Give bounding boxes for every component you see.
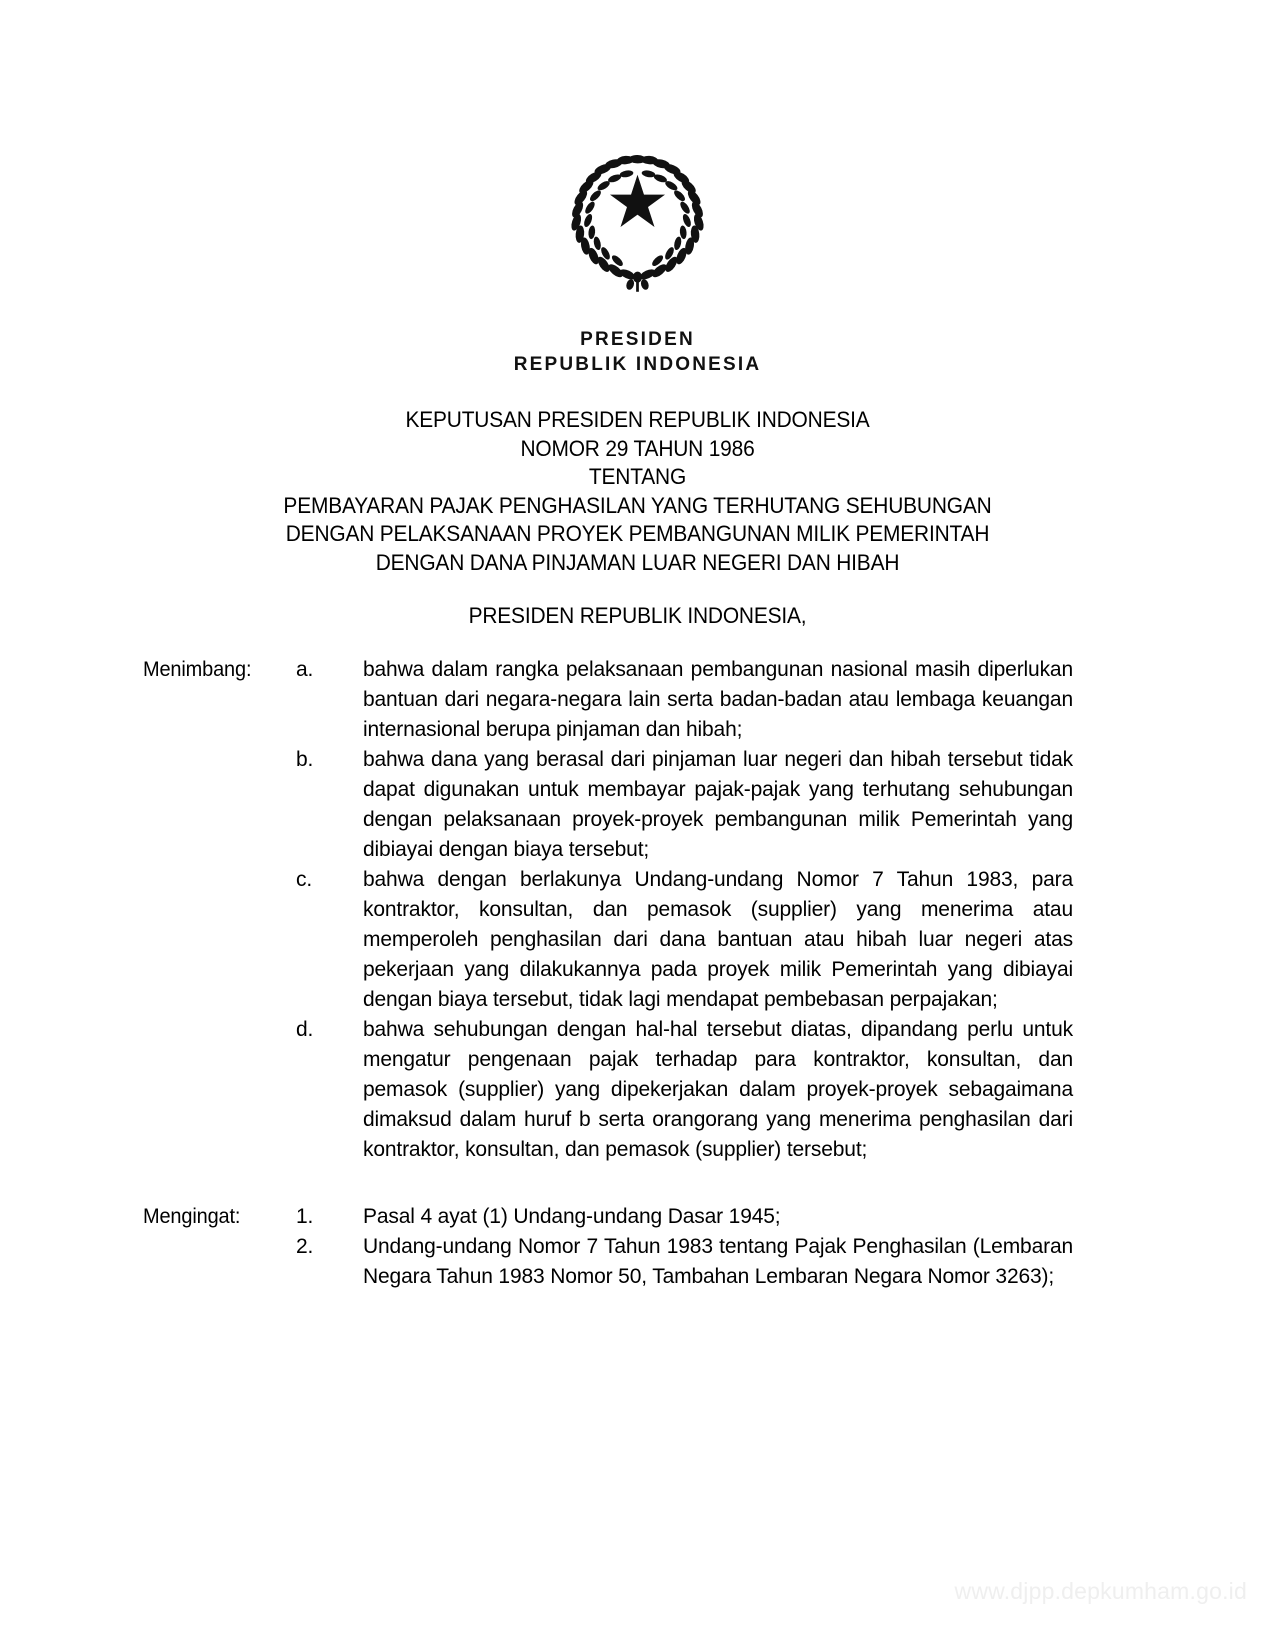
title-line-1: KEPUTUSAN PRESIDEN REPUBLIK INDONESIA [405,407,870,432]
considerations-item-b [143,745,1073,865]
title-line-4: PEMBAYARAN PAJAK PENGHASILAN YANG TERHUTANG SEHUBUNGAN [283,492,992,518]
legal-basis-marker-2: 2. [296,1235,314,1258]
presiden-heading-line2: REPUBLIK INDONESIA [513,354,762,375]
title-line-2: NOMOR 29 TAHUN 1986 [520,435,755,461]
presiden-heading [0,327,1275,377]
considerations-item-d [143,1015,1073,1165]
considerations-label: Menimbang: [143,658,252,681]
legal-basis-item-2 [143,1232,1073,1292]
subject-heading: PRESIDEN REPUBLIK INDONESIA, [468,603,807,628]
presiden-heading-line1: PRESIDEN [580,329,695,350]
considerations-text-c: bahwa dengan berlakunya Undang-undang Nomor 7 Tahun 1983, para kontraktor, konsultan, dan pemasok (supplier) yang menerima atau memperoleh penghasilan dari dana bantuan atau hibah luar negeri atas pekerjaan yang dilakukannya pada proyek milik Pemerintah yang dibiayai dengan biaya tersebut, tidak lagi mendapat pembebasan perpajakan; [363,868,1073,1011]
legal-basis-item-1 [143,1202,1073,1232]
considerations-item-c [143,865,1073,1015]
legal-basis-marker-1: 1. [296,1205,314,1228]
legal-basis-text-1: Pasal 4 ayat (1) Undang-undang Dasar 1945; [363,1205,781,1228]
source-watermark: www.djpp.depkumham.go.id [954,1578,1247,1604]
legal-basis-text-2: Undang-undang Nomor 7 Tahun 1983 tentang Pajak Penghasilan (Lembaran Negara Tahun 1983 Nomor 50, Tambahan Lembaran Negara Nomor 3263); [363,1235,1073,1288]
legal-basis-label: Mengingat: [143,1205,241,1228]
title-line-3: TENTANG [588,464,687,489]
emblem-container [0,140,1275,300]
title-line-6: DENGAN DANA PINJAMAN LUAR NEGERI DAN HIBAH [375,549,900,575]
title-line-5: DENGAN PELAKSANAAN PROYEK PEMBANGUNAN MILIK PEMERINTAH [285,521,990,546]
considerations-marker-d: d. [296,1018,314,1041]
considerations-text-a: bahwa dalam rangka pelaksanaan pembangunan nasional masih diperlukan bantuan dari negara-negara lain serta badan-badan atau lembaga keuangan internasional berupa pinjaman dan hibah; [363,658,1073,741]
considerations-item-a [143,655,1073,745]
document-title [156,406,1119,577]
section-spacer [143,1165,1073,1202]
considerations-text-d: bahwa sehubungan dengan hal-hal tersebut diatas, dipandang perlu untuk mengatur pengenaan pajak terhadap para kontraktor, konsultan, dan pemasok (supplier) yang dipekerjakan dalam proyek-proyek sebagaimana dimaksud dalam huruf b serta orangorang yang menerima penghasilan dari kontraktor, konsultan, dan pemasok (supplier) tersebut; [363,1018,1073,1161]
considerations-marker-b: b. [296,748,314,771]
considerations-marker-c: c. [296,868,313,891]
considerations-marker-a: a. [296,658,314,681]
document-body [143,655,1073,1292]
presidential-seal-icon [545,140,730,300]
considerations-text-b: bahwa dana yang berasal dari pinjaman luar negeri dan hibah tersebut tidak dapat digunakan untuk membayar pajak-pajak yang terhutang sehubungan dengan pelaksanaan proyek-proyek pembangunan milik Pemerintah yang dibiayai dengan biaya tersebut; [363,748,1073,861]
